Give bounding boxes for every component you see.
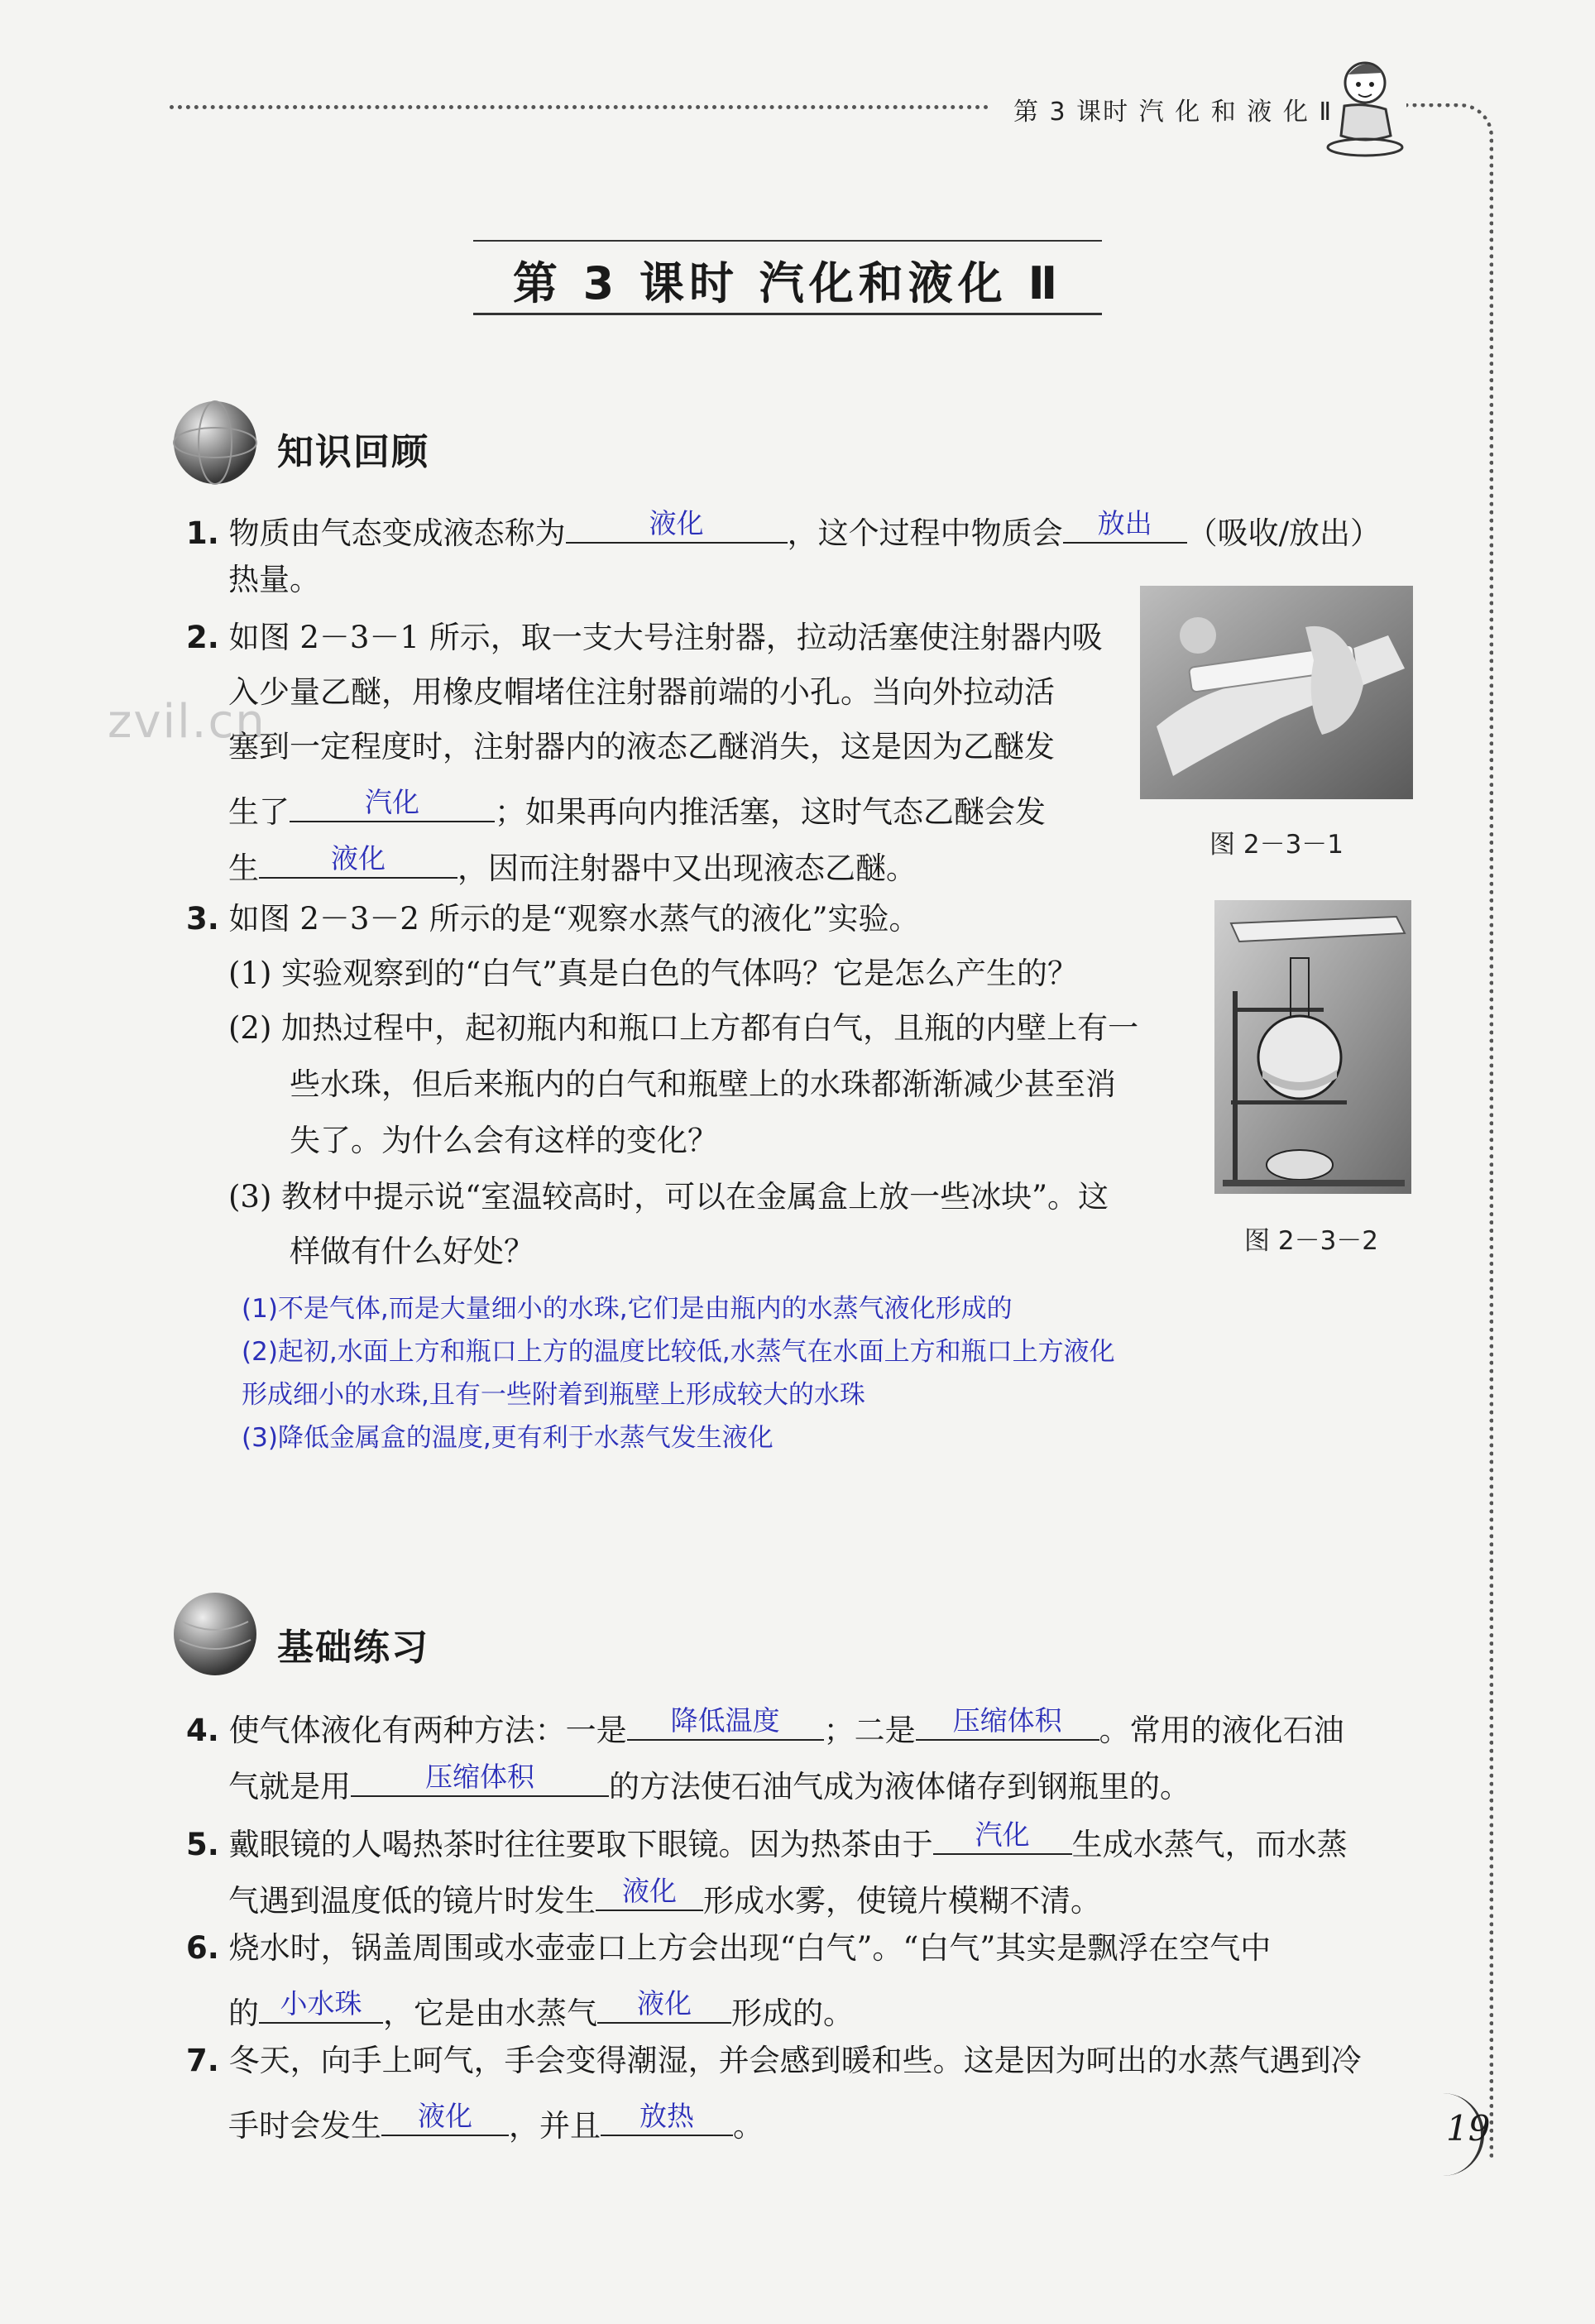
- handwritten-answer: 放热: [639, 2100, 694, 2132]
- question-3-sub-2-line-3: 失了。为什么会有这样的变化？: [290, 1123, 718, 1158]
- section-heading-review: 知识回顾: [277, 431, 429, 473]
- question-text: ，并且: [509, 2108, 601, 2144]
- question-6-line-1: [186, 1930, 1272, 1966]
- question-4-line-2: [228, 1762, 1190, 1802]
- handwritten-answer: 液化: [331, 842, 386, 874]
- section-heading-practice: 基础练习: [277, 1627, 429, 1669]
- handwritten-answer: 降低温度: [670, 1704, 780, 1737]
- answer-blank[interactable]: [596, 1876, 703, 1911]
- answer-blank[interactable]: [259, 844, 457, 879]
- question-text: ；如果再向内推活塞，这时气态乙醚会发: [495, 794, 1046, 830]
- question-text: 戴眼镜的人喝热茶时往往要取下眼镜。因为热茶由于: [228, 1827, 933, 1862]
- page-number: 19: [1446, 2108, 1491, 2149]
- question-text: 物质由气态变成液态称为: [228, 515, 566, 551]
- question-text: 生成水蒸气，而水蒸: [1071, 1827, 1348, 1862]
- question-text: 生: [228, 851, 259, 886]
- handwritten-answer-line-3: 形成细小的水珠,且有一些附着到瓶壁上形成较大的水珠: [242, 1380, 865, 1410]
- figure-caption-2-3-2: 图 2－3－2: [1244, 1226, 1379, 1256]
- title-rule-top: [473, 240, 1102, 242]
- question-1-line-2: 热量。: [228, 562, 320, 597]
- answer-blank[interactable]: [381, 2101, 509, 2136]
- answer-blank[interactable]: [597, 1989, 731, 2024]
- question-text: （吸收/放出）: [1186, 515, 1382, 551]
- question-text: 气就是用: [228, 1769, 351, 1804]
- question-text: ，它是由水蒸气: [383, 1996, 597, 2031]
- question-text: ，因而注射器中又出现液态乙醚。: [457, 851, 917, 886]
- question-4-line-1: [186, 1706, 1344, 1746]
- title-rule-bottom: [473, 313, 1102, 315]
- answer-blank[interactable]: [933, 1820, 1072, 1855]
- handwritten-answer: 压缩体积: [425, 1761, 534, 1793]
- answer-blank[interactable]: [566, 509, 788, 544]
- handwritten-answer-line-4: (3)降低金属盒的温度,更有利于水蒸气发生液化: [242, 1423, 774, 1453]
- question-3-sub-2-line-1: (2) 加热过程中，起初瓶内和瓶口上方都有白气，且瓶的内壁上有一: [228, 1010, 1139, 1046]
- header-dotted-rule: [170, 105, 989, 109]
- globe-icon: [170, 397, 261, 488]
- question-7-line-2: [228, 2100, 764, 2144]
- answer-blank[interactable]: [351, 1762, 609, 1797]
- handwritten-answer: 液化: [637, 1987, 692, 2020]
- question-5-line-1: [186, 1820, 1348, 1860]
- question-text: 形成水雾，使镜片模糊不清。: [703, 1883, 1101, 1919]
- question-text: 。: [733, 2108, 764, 2144]
- question-text: 如图 2－3－1 所示，取一支大号注射器，拉动活塞使注射器内吸: [228, 620, 1103, 655]
- question-number: 1.: [186, 515, 219, 551]
- handwritten-answer-line-1: (1)不是气体,而是大量细小的水珠,它们是由瓶内的水蒸气液化形成的: [242, 1294, 1013, 1324]
- question-text: 使气体液化有两种方法：一是: [228, 1713, 627, 1748]
- ball-icon: [170, 1588, 261, 1680]
- question-text: 。常用的液化石油: [1099, 1713, 1344, 1748]
- handwritten-answer: 小水珠: [280, 1987, 362, 2020]
- question-text: 气遇到温度低的镜片时发生: [228, 1883, 596, 1919]
- answer-blank[interactable]: [259, 1989, 383, 2024]
- running-title: 第 3 课时 汽 化 和 液 化 Ⅱ: [1013, 98, 1334, 127]
- answer-blank[interactable]: [916, 1706, 1099, 1741]
- mascot-icon: [1320, 51, 1411, 159]
- handwritten-answer: 液化: [418, 2100, 472, 2132]
- question-text: 如图 2－3－2 所示的是“观察水蒸气的液化”实验。: [228, 901, 920, 937]
- flask-experiment-photo: [1214, 900, 1411, 1194]
- question-2-line-3: 塞到一定程度时，注射器内的液态乙醚消失，这是因为乙醚发: [228, 729, 1055, 764]
- question-number: 6.: [186, 1930, 219, 1966]
- handwritten-answer: 放出: [1097, 507, 1152, 539]
- answer-blank[interactable]: [1063, 509, 1187, 544]
- question-number: 4.: [186, 1713, 219, 1748]
- question-text: 手时会发生: [228, 2108, 381, 2144]
- question-7-line-1: [186, 2045, 1362, 2076]
- question-number: 5.: [186, 1827, 219, 1862]
- question-text: 形成的。: [731, 1996, 854, 2031]
- question-3-sub-3-line-2: 样做有什么好处？: [290, 1234, 534, 1269]
- question-text: ；二是: [823, 1713, 916, 1748]
- question-3-sub-3-line-1: (3) 教材中提示说“室温较高时，可以在金属盒上放一些冰块”。这: [228, 1179, 1109, 1215]
- answer-blank[interactable]: [627, 1706, 824, 1741]
- question-text: 的: [228, 1996, 259, 2031]
- question-text: 的方法使石油气成为液体储存到钢瓶里的。: [609, 1769, 1190, 1804]
- question-2-line-1: [186, 622, 1103, 653]
- figure-caption-2-3-1: 图 2－3－1: [1209, 830, 1344, 860]
- answer-blank[interactable]: [290, 788, 495, 822]
- page-border-dotted: [1406, 103, 1493, 2159]
- question-5-line-2: [228, 1875, 1101, 1919]
- handwritten-answer: 汽化: [365, 786, 419, 818]
- handwritten-answer: 液化: [649, 507, 704, 539]
- question-text: 生了: [228, 794, 290, 830]
- question-text: ，这个过程中物质会: [787, 515, 1063, 551]
- question-text: 烧水时，锅盖周围或水壶壶口上方会出现“白气”。“白气”其实是飘浮在空气中: [228, 1930, 1272, 1966]
- question-3-sub-2-line-2: 些水珠，但后来瓶内的白气和瓶壁上的水珠都渐渐减少甚至消: [290, 1066, 1116, 1102]
- question-3-sub-1: (1) 实验观察到的“白气”真是白色的气体吗？它是怎么产生的？: [228, 956, 1079, 991]
- watermark: zvil.cn: [108, 695, 266, 749]
- handwritten-answer-line-2: (2)起初,水面上方和瓶口上方的温度比较低,水蒸气在水面上方和瓶口上方液化: [242, 1337, 1115, 1367]
- question-2-line-5: [228, 844, 917, 884]
- question-number: 2.: [186, 620, 219, 655]
- answer-blank[interactable]: [601, 2101, 733, 2136]
- handwritten-answer: 液化: [622, 1875, 677, 1907]
- question-number: 3.: [186, 901, 219, 937]
- page-title: 第 3 课时 汽化和液化 Ⅱ: [512, 257, 1063, 309]
- handwritten-answer: 压缩体积: [952, 1704, 1062, 1737]
- syringe-photo: [1140, 586, 1413, 799]
- question-number: 7.: [186, 2043, 219, 2078]
- question-text: 冬天，向手上呵气，手会变得潮湿，并会感到暖和些。这是因为呵出的水蒸气遇到冷: [228, 2043, 1362, 2078]
- question-3-line-1: [186, 901, 920, 937]
- question-6-line-2: [228, 1989, 854, 2029]
- question-1-line-1: [186, 509, 1381, 549]
- question-2-line-2: 入少量乙醚，用橡皮帽堵住注射器前端的小孔。当向外拉动活: [228, 674, 1055, 710]
- handwritten-answer: 汽化: [975, 1818, 1030, 1851]
- question-2-line-4: [228, 786, 1046, 830]
